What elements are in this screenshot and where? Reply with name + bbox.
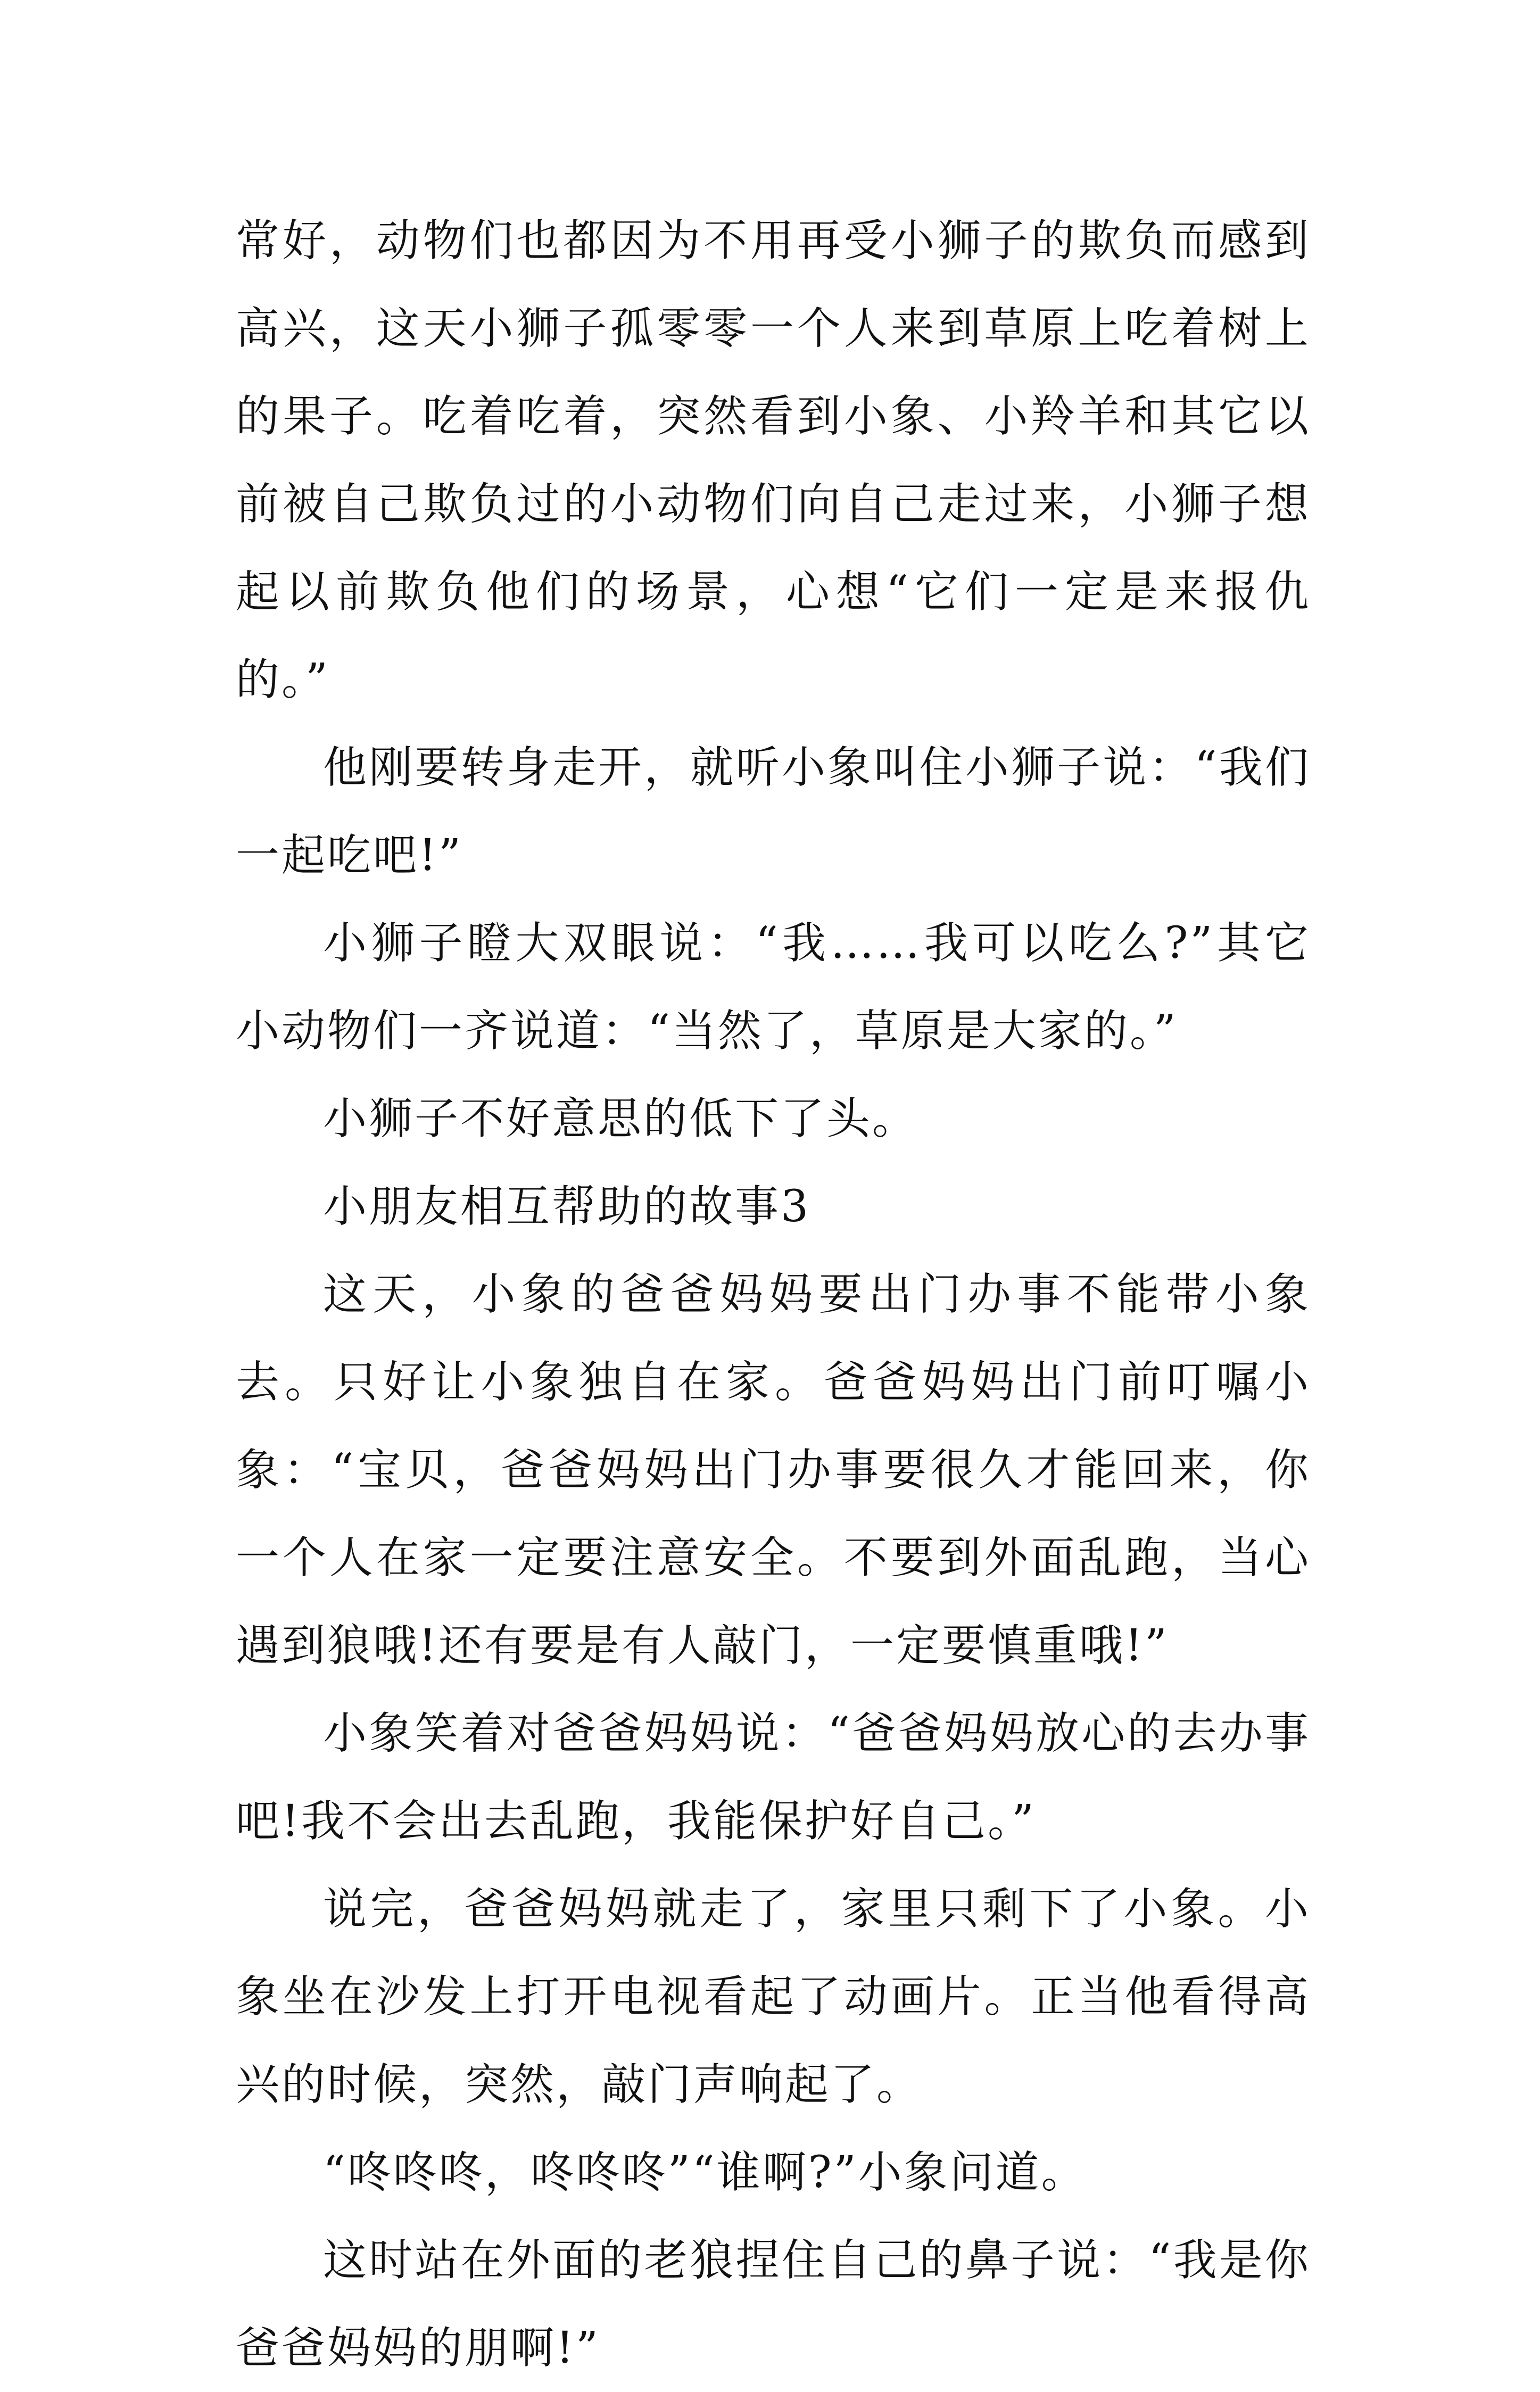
- paragraph-6: 这天，小象的爸爸妈妈要出门办事不能带小象去。只好让小象独自在家。爸爸妈妈出门前叮嘱小象：“宝贝，爸爸妈妈出门办事要很久才能回来，你一个人在家一定要注意安全。不要到外面乱跑，当心遇到狼哦!还有要是有人敲门，一定要慎重哦!”: [236, 1269, 1311, 1671]
- paragraph-9: “咚咚咚，咚咚咚”“谁啊?”小象问道。: [323, 2147, 1087, 2198]
- paragraph-10: 这时站在外面的老狼捏住自己的鼻子说：“我是你爸爸妈妈的朋啊!”: [236, 2235, 1311, 2373]
- section-heading: 小朋友相互帮助的故事3: [323, 1181, 811, 1232]
- paragraph-7: 小象笑着对爸爸妈妈说：“爸爸妈妈放心的去办事吧!我不会出去乱跑，我能保护好自己。”: [236, 1708, 1311, 1847]
- paragraph-8: 说完，爸爸妈妈就走了，家里只剩下了小象。小象坐在沙发上打开电视看起了动画片。正当他看得高兴的时候，突然，敲门声响起了。: [236, 1884, 1311, 2110]
- document-body: [236, 197, 1311, 2392]
- paragraph-3: 小狮子瞪大双眼说：“我……我可以吃么?”其它小动物们一齐说道：“当然了，草原是大家的。”: [236, 918, 1311, 1056]
- paragraph-4: 小狮子不好意思的低下了头。: [323, 1094, 918, 1144]
- paragraph-2: 他刚要转身走开，就听小象叫住小狮子说：“我们一起吃吧!”: [236, 742, 1311, 881]
- paragraph-1: 常好，动物们也都因为不用再受小狮子的欺负而感到高兴，这天小狮子孤零零一个人来到草原上吃着树上的果子。吃着吃着，突然看到小象、小羚羊和其它以前被自己欺负过的小动物们向自己走过来，小狮子想起以前欺负他们的场景，心想“它们一定是来报仇的。”: [236, 216, 1311, 705]
